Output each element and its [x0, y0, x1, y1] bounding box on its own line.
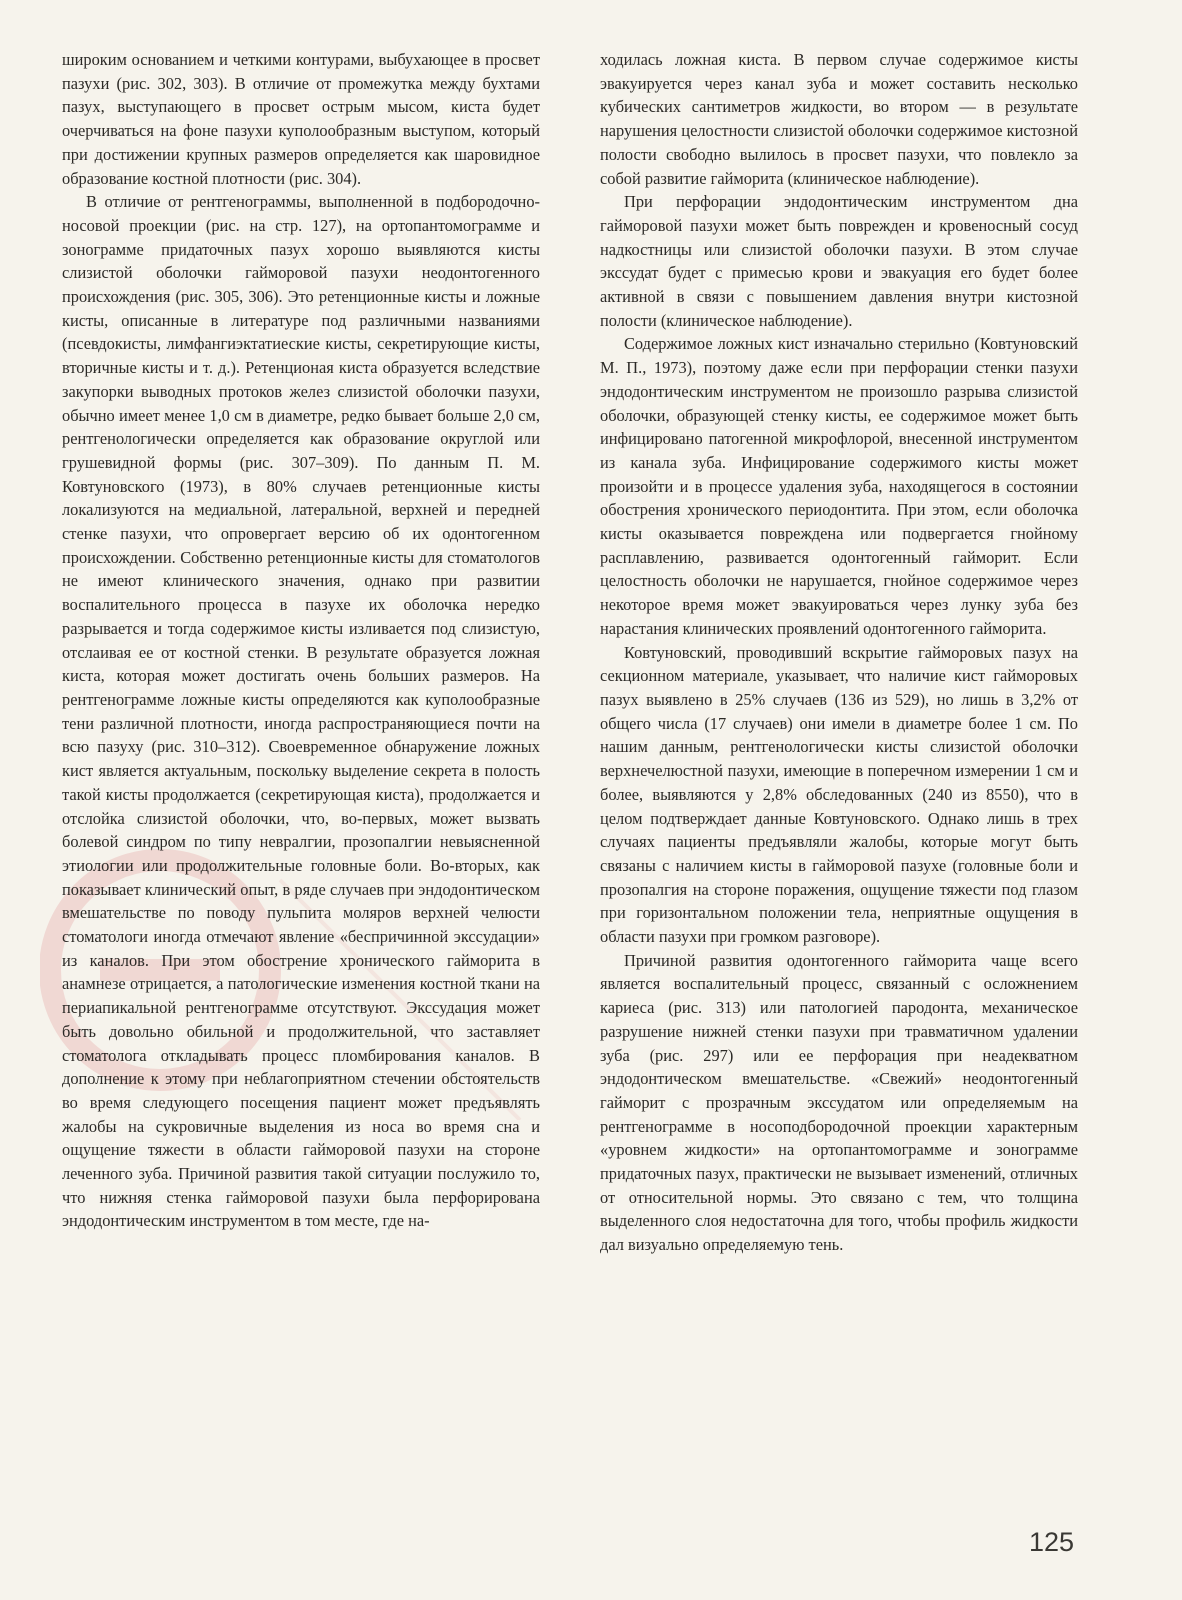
paragraph: Причиной развития одонтогенного гайморита чаще всего является воспалительный процесс, связанный с осложнением кариеса (рис. 313) или патологией пародонта, механическое разрушение нижней стенки пазухи при травматичном удалении зуба (рис. 297) или ее перфорация при неадекватном эндодонтическом вмешательстве. «Свежий» неодонтогенный гайморит с прозрачным экссудатом или определяемым на рентгенограмме в носоподбородочной проекции характерным «уровнем жидкости» на ортопантомограмме и зонограмме придаточных пазух, практически не вызывает изменений, отличных от относительной нормы. Это связано с тем, что толщина выделенного слоя недостаточна для того, чтобы профиль жидкости дал визуально определяемую тень. — [600, 950, 1078, 1255]
left-column — [62, 48, 540, 1233]
page-number: 125 — [1028, 1527, 1074, 1557]
right-column — [600, 48, 1078, 1257]
paragraph: В отличие от рентгенограммы, выполненной в подбородочно-носовой проекции (рис. на стр. 127), на ортопантомограмме и зонограмме придаточных пазух хорошо выявляются кисты слизистой оболочки гайморовой пазухи неодонтогенного происхождения (рис. 305, 306). Это ретенционные кисты и ложные кисты, описанные в литературе под различными названиями (псевдокисты, лимфангиэктатиеские кисты, секретирующие кисты, вторичные кисты и т. д.). Ретенционая киста образуется вследствие закупорки выводных протоков желез слизистой оболочки пазухи, обычно имеет менее 1,0 см в диаметре, редко бывает больше 2,0 см, рентгенологически определяется как образование округлой или грушевидной формы (рис. 307–309). По данным П. М. Ковтуновского (1973), в 80% случаев ретенционные кисты локализуются на медиальной, латеральной, верхней и передней стенке пазухи, что опровергает версию об их одонтогенном происхождении. Собственно ретенционные кисты для стоматологов не имеют клинического значения, однако при развитии воспалительного процесса в пазухе их оболочка нередко разрывается и тогда содержимое кисты изливается под слизистую, отслаивая ее от костной стенки. В результате образуется ложная киста, которая может достигать очень больших размеров. На рентгенограмме ложные кисты определяются как куполообразные тени различной плотности, иногда распространяющиеся почти на всю пазуху (рис. 310–312). Своевременное обнаружение ложных кист является актуальным, поскольку выделение секрета в полость такой кисты продолжается (секретирующая киста), продолжается и отслойка слизистой оболочки, что, во-первых, может вызвать болевой синдром по типу невралгии, прозопалгии невыясненной этиологии или продолжительные головные боли. Во-вторых, как показывает клинический опыт, в ряде случаев при эндодонтическом вмешательстве по поводу пульпита моляров верхней челюсти стоматологи иногда отмечают явление «беспричинной экссудации» из каналов. При этом обострение хронического гайморита в анамнезе отрицается, а патологические изменения костной ткани на периапикальной рентгенограмме отсутствуют. Экссудация может быть довольно обильной и продолжительной, что заставляет стоматолога откладывать процесс пломбирования каналов. В дополнение к этому при неблагоприятном стечении обстоятельств во время следующего посещения пациент может предъявлять жалобы на сукровичные выделения из носа во время сна и ощущение тяжести в области гайморовой пазухи на стороне леченного зуба. Причиной развития такой ситуации послужило то, что нижняя стенка гайморовой пазухи была перфорирована эндодонтическим инструментом в том месте, где на- — [62, 192, 540, 1231]
paragraph: ходилась ложная киста. В первом случае содержимое кисты эвакуируется через канал зуба и может составить несколько кубических сантиметров жидкости, во втором — в результате нарушения целостности слизистой оболочки содержимое кистозной полости свободно вылилось в просвет пазухи, что повлекло за собой развитие гайморита (клиническое наблюдение). — [600, 50, 1078, 188]
paragraph: Содержимое ложных кист изначально стерильно (Ковтуновский М. П., 1973), поэтому даже если при перфорации стенки пазухи эндодонтическим инструментом не произошло разрыва слизистой оболочки, образующей стенку кисты, ее содержимое может быть инфицировано патогенной микрофлорой, внесенной инструментом из канала зуба. Инфицирование содержимого кисты может произойти и в процессе удаления зуба, находящегося в состоянии обострения хронического периодонтита. При этом, если оболочка кисты оказывается повреждена или подвергается гнойному расплавлению, развивается одонтогенный гайморит. Если целостность оболочки не нарушается, гнойное содержимое через некоторое время может эвакуироваться через лунку зуба без нарастания клинических проявлений одонтогенного гайморита. — [600, 334, 1078, 638]
paragraph: Ковтуновский, проводивший вскрытие гайморовых пазух на секционном материале, указывает, что наличие кист гайморовых пазух выявлено в 25% случаев (136 из 529), но лишь в 3,2% от общего числа (17 случаев) они имели в диаметре более 1 см. По нашим данным, рентгенологически кисты слизистой оболочки верхнечелюстной пазухи, имеющие в поперечном измерении 1 см и более, выявляются у 2,8% обследованных (240 из 8550), что в целом подтверждает данные Ковтуновского. Однако лишь в трех случаях пациенты предъявляли жалобы, которые могут быть связаны с наличием кисты в гайморовой пазухе (головные боли и прозопалгия на стороне поражения, ощущение тяжести под глазом при горизонтальном положении тела, неприятные ощущения в области пазухи при громком разговоре). — [600, 642, 1078, 947]
paragraph: При перфорации эндодонтическим инструментом дна гайморовой пазухи может быть поврежден и кровеносный сосуд надкостницы или слизистой оболочки пазухи. В этом случае экссудат будет с примесью крови и эвакуация его будет более активной в связи с повышением давления внутри кистозной полости (клиническое наблюдение). — [600, 192, 1078, 330]
paragraph: широким основанием и четкими контурами, выбухающее в просвет пазухи (рис. 302, 303). В отличие от промежутка между бухтами пазух, выступающего в просвет острым мысом, киста будет очерчиваться на фоне пазухи куполообразным выступом, который при достижении крупных размеров определяется как шаровидное образование костной плотности (рис. 304). — [62, 50, 540, 188]
